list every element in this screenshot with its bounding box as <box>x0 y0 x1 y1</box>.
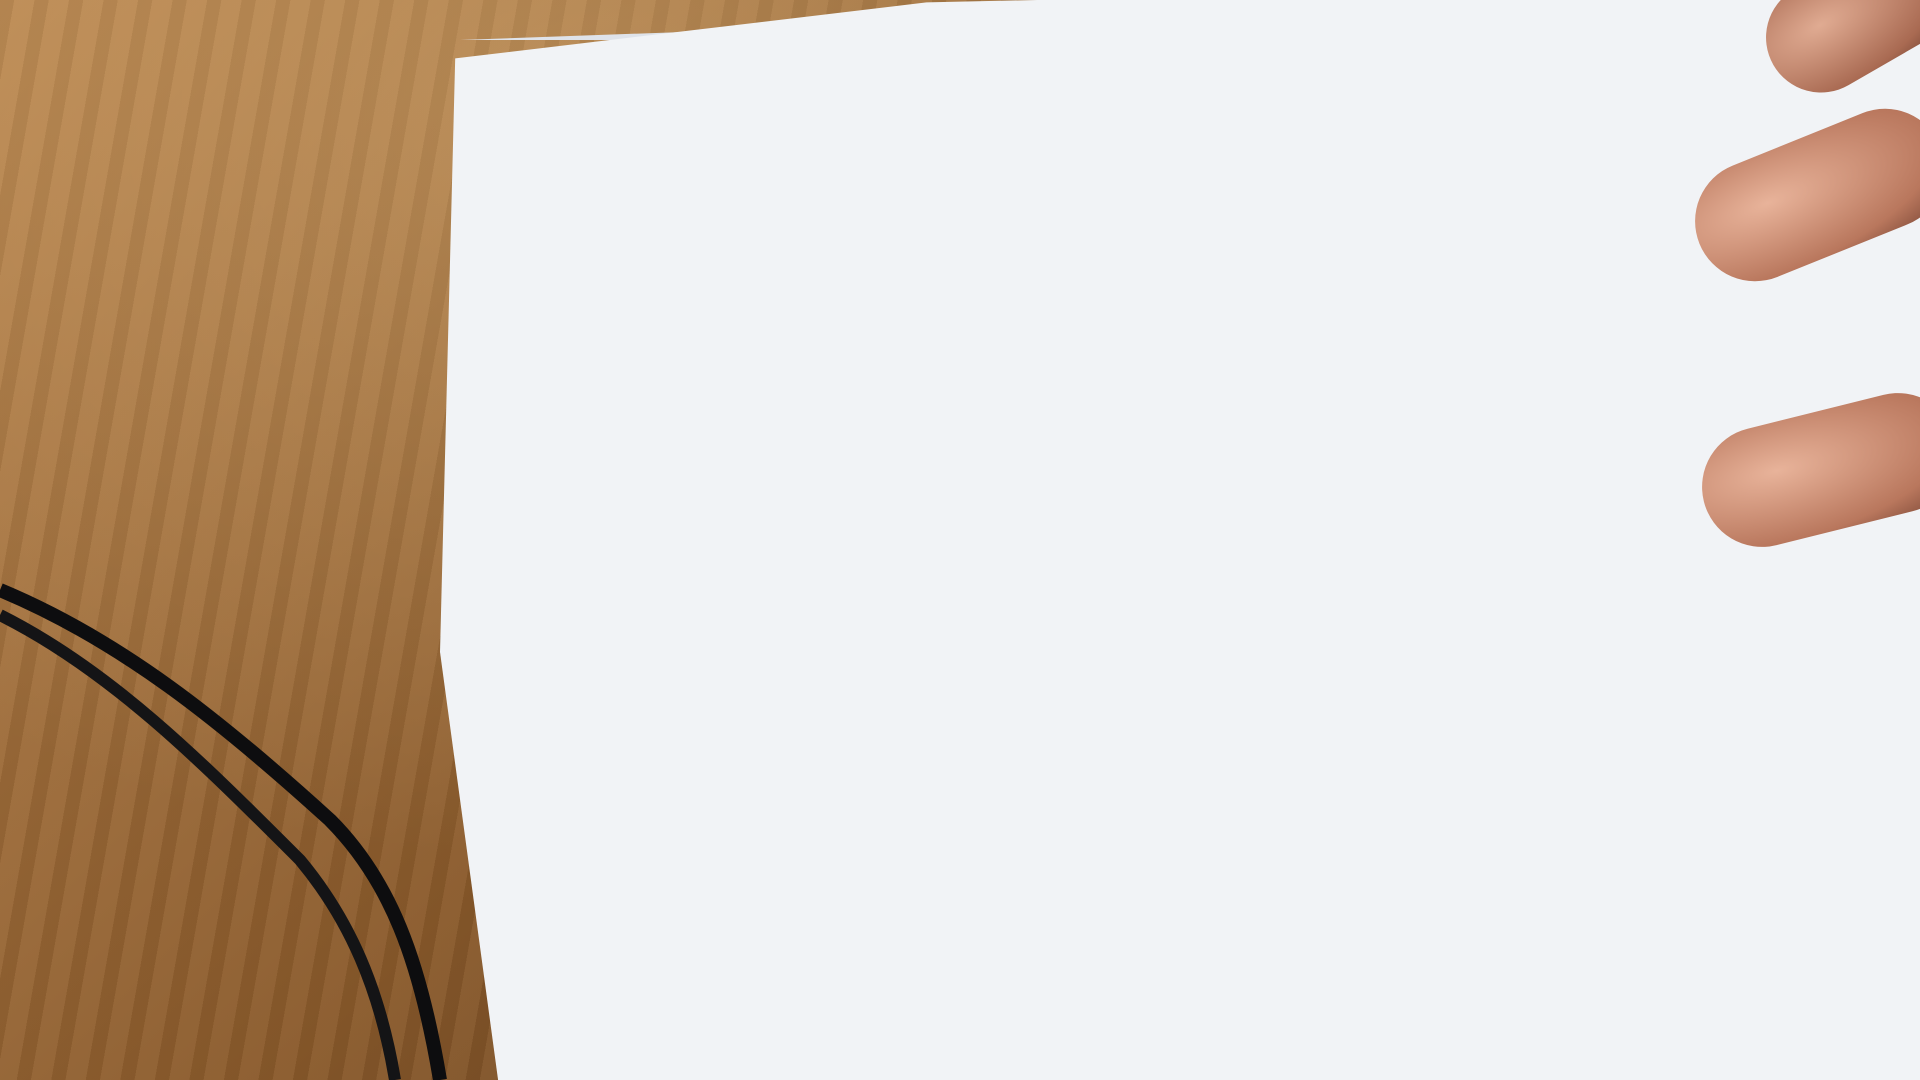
textbook-page <box>440 0 1920 1080</box>
